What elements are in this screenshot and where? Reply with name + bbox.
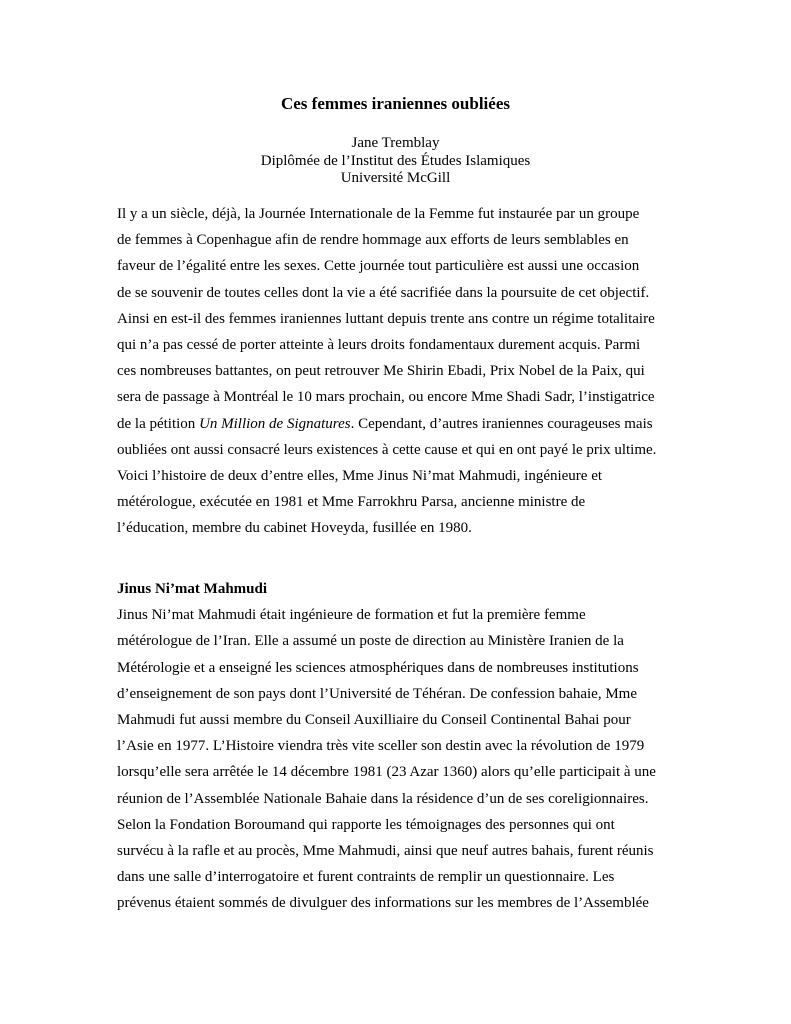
intro-line: métérologue, exécutée en 1981 et Mme Farrokhru Parsa, ancienne ministre de [117, 494, 586, 511]
intro-line: Voici l’histoire de deux d’entre elles, Mme Jinus Ni’mat Mahmudi, ingénieure et [117, 467, 603, 484]
section-line: Jinus Ni’mat Mahmudi était ingénieure de formation et fut la première femme [117, 607, 586, 624]
section-line: l’Asie en 1977. L’Histoire viendra très vite sceller son destin avec la révolution de 1979 [117, 738, 645, 755]
section-line: dans une salle d’interrogatoire et furent contraints de remplir un questionnaire. Les [117, 869, 615, 886]
intro-line: de se souvenir de toutes celles dont la vie a été sacrifiée dans la poursuite de cet objectif. [117, 284, 650, 301]
intro-line-after-italic: . Cependant, d’autres iraniennes courageuses mais [350, 415, 653, 432]
intro-line: Ainsi en est-il des femmes iraniennes luttant depuis trente ans contre un régime totalitaire [117, 310, 655, 327]
petition-title: Un Million de Signatures [199, 415, 351, 432]
author-affiliation-line2: Université McGill [340, 170, 451, 186]
intro-line: qui n’a pas cessé de porter atteinte à leurs droits fondamentaux durement acquis. Parmi [117, 336, 641, 353]
section-line: d’enseignement de son pays dont l’Université de Téhéran. De confession bahaie, Mme [117, 685, 637, 702]
author-name: Jane Tremblay [351, 135, 440, 151]
author-affiliation-line1: Diplômée de l’Institut des Études Islamiques [260, 152, 531, 169]
document-title: Ces femmes iraniennes oubliées [280, 94, 510, 113]
author-block [0, 135, 791, 188]
section-line: Métérologie et a enseigné les sciences atmosphériques dans de nombreuses institutions [117, 659, 639, 676]
intro-line-with-italic [117, 411, 677, 437]
section-mahmudi [117, 576, 677, 916]
section-line: Selon la Fondation Boroumand qui rapporte les témoignages des personnes qui ont [117, 816, 615, 833]
intro-line: l’éducation, membre du cabinet Hoveyda, fusillée en 1980. [117, 520, 472, 537]
section-line: Mahmudi fut aussi membre du Conseil Auxilliaire du Conseil Continental Bahai pour [117, 711, 631, 728]
intro-line: de femmes à Copenhague afin de rendre hommage aux efforts de leurs semblables en [117, 232, 629, 249]
intro-line: ces nombreuses battantes, on peut retrouver Me Shirin Ebadi, Prix Nobel de la Paix, qui [117, 363, 645, 380]
section-line: prévenus étaient sommés de divulguer des informations sur les membres de l’Assemblée [117, 895, 649, 912]
intro-line-before-italic: de la pétition [117, 415, 200, 432]
intro-line: faveur de l’égalité entre les sexes. Cette journée tout particulière est aussi une occasion [117, 258, 640, 275]
section-heading: Jinus Ni’mat Mahmudi [117, 581, 268, 597]
intro-line: Il y a un siècle, déjà, la Journée Internationale de la Femme fut instaurée par un groupe [117, 206, 640, 222]
section-line: lorsqu’elle sera arrêtée le 14 décembre 1981 (23 Azar 1360) alors qu’elle participait à une [117, 764, 656, 781]
intro-line: sera de passage à Montréal le 10 mars prochain, ou encore Mme Shadi Sadr, l’instigatrice [117, 389, 655, 406]
section-line: réunion de l’Assemblée Nationale Bahaie dans la résidence d’un de ses coreligionnaires. [117, 790, 649, 807]
section-line: métérologue de l’Iran. Elle a assumé un poste de direction au Ministère Iranien de la [117, 633, 624, 650]
section-line: survécu à la rafle et au procès, Mme Mahmudi, ainsi que neuf autres bahais, furent réunis [117, 842, 654, 859]
intro-line: oubliées ont aussi consacré leurs existences à cette cause et qui en ont payé le prix ultime. [117, 441, 657, 458]
intro-paragraph [117, 201, 677, 541]
